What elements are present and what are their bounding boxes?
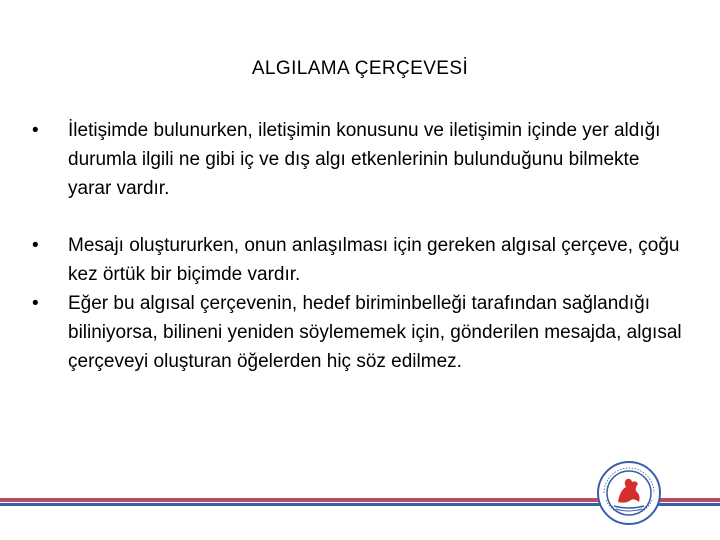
bullet-item-2 [32,231,682,289]
bullet-text-1: İletişimde bulunurken, iletişimin konusunu ve iletişimin içinde yer aldığı durumla ilgili ne gibi iç ve dış algı etkenlerinin bulunduğunu bilmekte yarar vardır. [68,120,661,199]
slide-title: ALGILAMA ÇERÇEVESİ [251,58,469,79]
bullet-text-3: Eğer bu algısal çerçevenin, hedef biriminbelleği tarafından sağlandığı biliniyorsa, bilineni yeniden söylememek için, gönderilen mesajda, algısal çerçeveyi oluşturan öğelerden hiç söz edilmez. [68,293,682,372]
bullet-item-3 [32,289,682,376]
bullet-text-2: Mesajı oluştururken, onun anlaşılması için gereken algısal çerçeve, çoğu kez örtük bir biçimde vardır. [68,235,680,285]
bullet-symbol: • [32,120,39,141]
bullet-list [32,116,682,376]
bullet-symbol: • [32,293,39,314]
bullet-symbol: • [32,235,39,256]
bullet-item-1 [32,116,682,203]
university-logo [596,460,662,526]
logo-seal-icon [596,460,662,526]
